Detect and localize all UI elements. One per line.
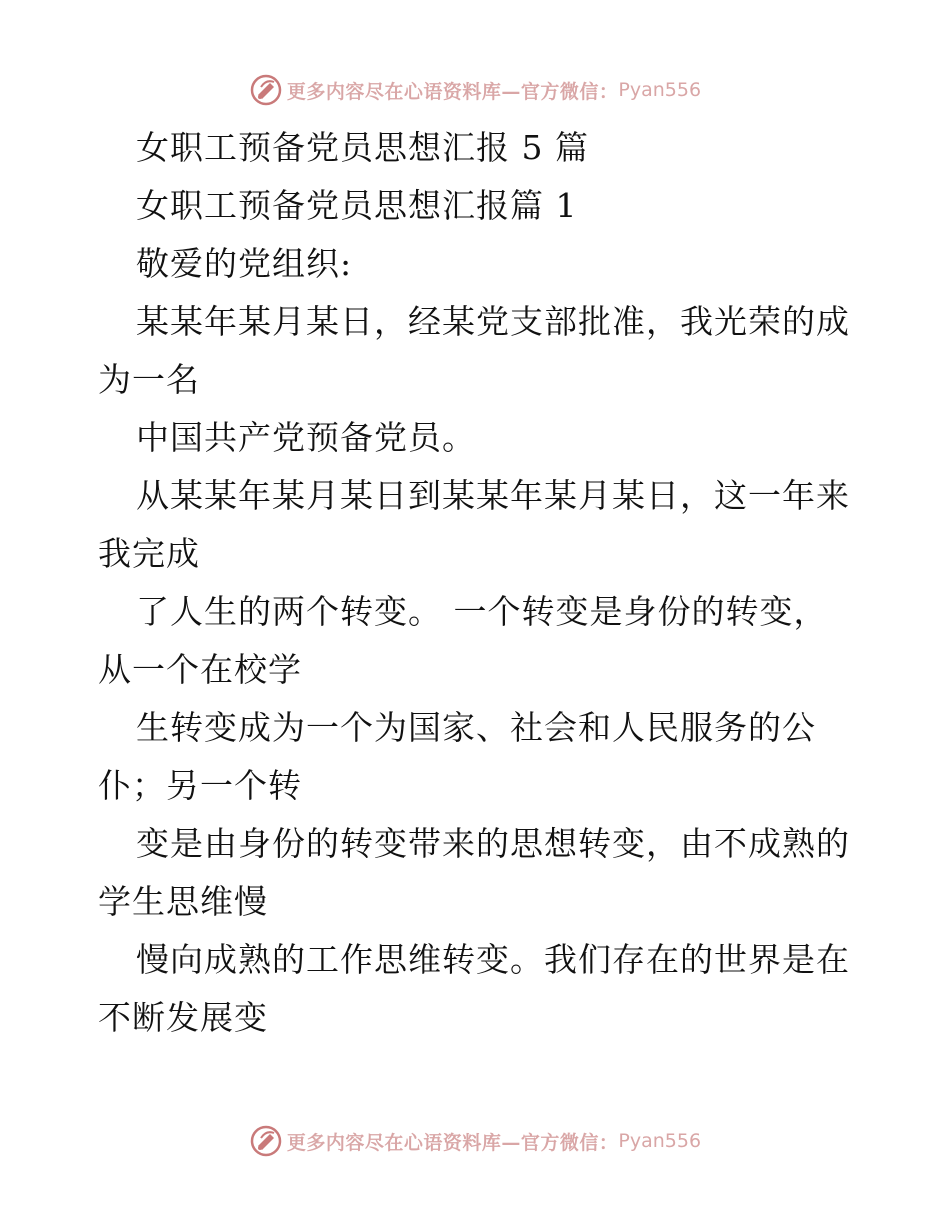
paragraph-line: 中国共产党预备党员。 — [136, 418, 476, 457]
header-watermark — [0, 70, 950, 110]
watermark-wechat-id: Pyan556 — [618, 1130, 702, 1152]
watermark-text: 更多内容尽在心语资料库—官方微信： — [286, 80, 619, 103]
paragraph-line: 学生思维慢 — [98, 882, 268, 921]
paragraph-line: 某某年某月某日，经某党支部批准，我光荣的成 — [136, 302, 850, 341]
watermark-text: 更多内容尽在心语资料库—官方微信： — [286, 1131, 619, 1154]
paragraph-line: 不断发展变 — [98, 998, 268, 1037]
salutation: 敬爱的党组织: — [136, 244, 353, 283]
document-title: 女职工预备党员思想汇报 5 篇 — [136, 128, 589, 167]
paragraph-line: 生转变成为一个为国家、社会和人民服务的公 — [136, 708, 816, 747]
paragraph-line: 从某某年某月某日到某某年某月某日，这一年来 — [136, 476, 850, 515]
brand-logo-icon — [249, 1124, 283, 1158]
footer-watermark — [0, 1121, 950, 1161]
paragraph-line: 了人生的两个转变。 一个转变是身份的转变， — [136, 592, 828, 631]
paragraph-line: 为一名 — [98, 360, 200, 399]
paragraph-line: 从一个在校学 — [98, 650, 302, 689]
document-body — [98, 119, 858, 1047]
section-heading: 女职工预备党员思想汇报篇 1 — [136, 186, 578, 225]
paragraph-line: 变是由身份的转变带来的思想转变，由不成熟的 — [136, 824, 850, 863]
brand-logo-icon — [249, 73, 283, 107]
watermark-wechat-id: Pyan556 — [618, 79, 702, 101]
paragraph-line: 我完成 — [98, 534, 200, 573]
paragraph-line: 慢向成熟的工作思维转变。我们存在的世界是在 — [136, 940, 850, 979]
paragraph-line: 仆；另一个转 — [98, 766, 302, 805]
